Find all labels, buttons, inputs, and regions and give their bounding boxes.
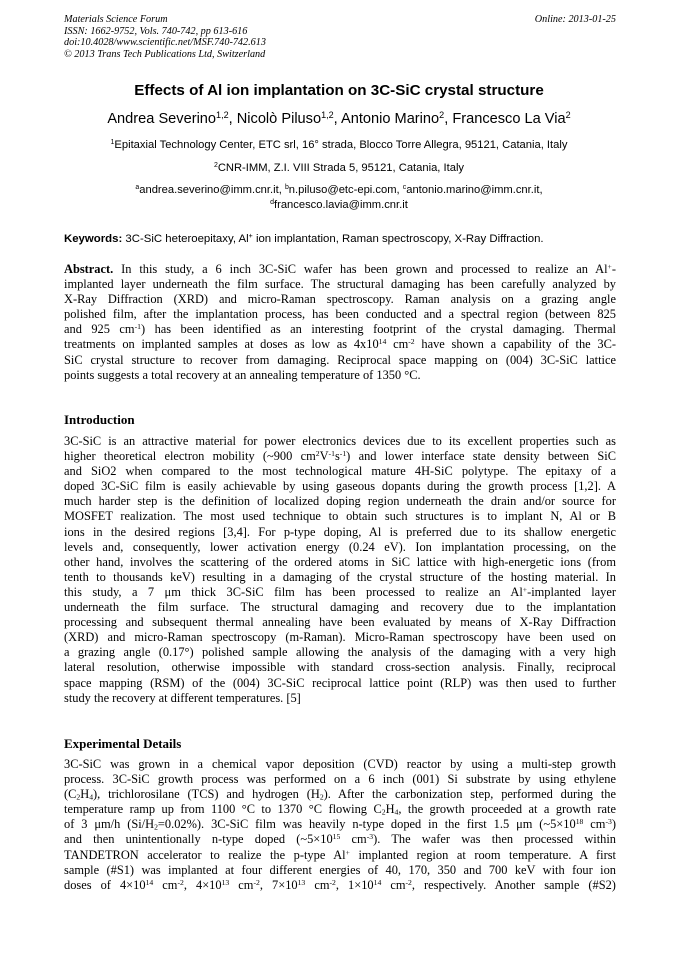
- email-link[interactable]: francesco.lavia@imm.cnr.it: [274, 199, 408, 211]
- online-date: Online: 2013-01-25: [534, 14, 616, 25]
- author-affiliation-mark: 2: [565, 110, 571, 121]
- abstract-label: Abstract.: [64, 262, 114, 276]
- author-affiliation-mark: 2: [439, 110, 445, 121]
- section-heading-introduction: Introduction: [64, 412, 135, 427]
- affiliation-2: $^2$CNR-IMM, Z.I. VIII Strada 5, 95121, Catania, Italy: [213, 162, 465, 174]
- doi-line: doi:10.4028/www.scientific.net/MSF.740-742.613: [64, 37, 266, 49]
- journal-header: [64, 14, 616, 60]
- paper-title: Effects of Al ion implantation on 3C-SiC crystal structure: [134, 82, 544, 99]
- author-name: Antonio Marino: [340, 111, 440, 127]
- author-list: Andrea Severino$^{1,2}$, Nicolò Piluso$^{1,2}$, Antonio Marino$^2$, Francesco La Via$^2$: [107, 110, 571, 127]
- email-link[interactable]: n.piluso@etc-epi.com,: [288, 184, 403, 196]
- issn-line: ISSN: 1662-9752, Vols. 740-742, pp 613-616: [64, 25, 248, 37]
- author-affiliation-mark: 1,2: [216, 110, 229, 121]
- copyright-line: © 2013 Trans Tech Publications Ltd, Switzerland: [64, 48, 266, 60]
- author-emails: $^a$andrea.severino@imm.cnr.it, $^b$n.piluso@etc-epi.com, $^c$antonio.marino@imm.cnr.it,: [135, 184, 543, 196]
- journal-name: Materials Science Forum: [64, 14, 168, 25]
- author-emails-2: $^d$francesco.lavia@imm.cnr.it: [270, 199, 408, 211]
- author-affiliation-mark: 1,2: [321, 110, 334, 121]
- keywords: Keywords: 3C-SiC heteroepitaxy, Al+ ion implantation, Raman spectroscopy, X-Ray Diffraction.: [64, 233, 544, 245]
- introduction-paragraph: 3C-SiC is an attractive material for power electronics devices due to its excellent properties such as higher theoretical electron mobility (~900 $cm^2V^{-1}s^{-1}$) and lower interface state density between SiC and SiO2 when compared to the most technological mature 4H-SiC polytype. The epitaxy of a doped 3C-SiC film is easily achievable by using gaseous dopants during the growth process [1,2]. A much harder step is the definition of localized doping region underneath the drain and/or source for MOSFET realization. The most used technique to obtain such structures is to implant N, Al or B ions in the desired regions [3,4]. For p-type doping, Al is preferred due to its shallow energetic levels and, consequently, lower activation energy (0.24 eV). Ion implantation processing, on the other hand, involves the scattering of the ordered atoms in SiC lattice with high-energetic ions (from tenth to thousands keV) resulting in a damaging of the crystal structure of the hosting material. In this study, a 7 μm thick 3C-SiC film has been processed to realize an Al+-implanted layer underneath the film surface. The structural damaging and recovery due to the implantation processing and subsequent thermal annealing have been evaluated by means of X-Ray Diffraction (XRD) and micro-Raman spectroscopy (m-Raman). Micro-Raman spectroscopy have been used on a grazing angle (0.17°) polished sample allowing the analysis of the damaging with a very high lateral resolution, otherwise impossible with standard cross-section analysis. Finally, reciprocal space mapping (RSM) of the (004) 3C-SiC reciprocal lattice point (RLP) was then used to further study the recovery at different temperatures. [5]: [64, 434, 616, 705]
- email-link[interactable]: antonio.marino@imm.cnr.it,: [406, 184, 543, 196]
- affiliation-1: $^1$Epitaxial Technology Center, ETC srl, 16° strada, Blocco Torre Allegra, 95121, Catania, Italy: [110, 139, 568, 151]
- email-link[interactable]: andrea.severino@imm.cnr.it,: [139, 184, 285, 196]
- abstract-paragraph: Abstract. In this study, a 6 inch 3C-SiC wafer has been grown and processed to realize an Al+- implanted layer underneath the film surface. The structural damaging has been carefully analyzed by X-Ray Diffraction (XRD) and micro-Raman spectroscopy. Raman analysis on a grazing angle polished film, after the implantation process, has been conducted and a spectral region (between 825 and 925 $cm^{-1}$) has been identified as an interesting footprint of the crystal damaging. Thermal treatments on implanted samples at doses as low as $4x10^{14}$ $cm^{-2}$ have shown a capability of the 3C- SiC crystal structure to recover from damaging. Reciprocal space mapping on (004) 3C-SiC lattice points suggests a total recovery at an annealing temperature of 1350 °C.: [64, 261, 616, 382]
- experimental-paragraph: 3C-SiC was grown in a chemical vapor deposition (CVD) reactor by using a multi-step growth process. 3C-SiC growth process was performed on a 6 inch (001) Si substrate by using ethylene $(C_2H_4)$, trichlorosilane (TCS) and hydrogen $(H_2)$. After the carbonization step, performed during the temperature ramp up from 1100 °C to 1370 °C flowing $C_2H_4$, the growth proceeded at a growth rate of 3 μm/h $(Si/H_2=0.02\%)$. 3C-SiC film was heavily n-type doped in the first 1.5 μm ($\sim 5\times 10^{18}$ $cm^{-3}$) and then unintentionally n-type doped ($\sim 5\times 10^{15}$ $cm^{-3}$). The wafer was then processed within TANDETRON accelerator to realize the p-type Al+ implanted region at room temperature. A first sample (#S1) was implanted at four different energies of 40, 170, 350 and 700 keV with four ion doses of $4\times 10^{14}$ $cm^{-2}$, $4\times 10^{13}$ $cm^{-2}$, $7\times 10^{13}$ $cm^{-2}$, $1\times 10^{14}$ $cm^{-2}$, respectively. Another sample (#S2): [64, 757, 616, 892]
- author-name: Francesco La Via: [452, 111, 566, 127]
- keywords-label: Keywords:: [64, 233, 123, 245]
- author-name: Andrea Severino: [107, 111, 217, 127]
- section-heading-experimental: Experimental Details: [64, 736, 182, 751]
- author-name: Nicolò Piluso: [236, 111, 322, 127]
